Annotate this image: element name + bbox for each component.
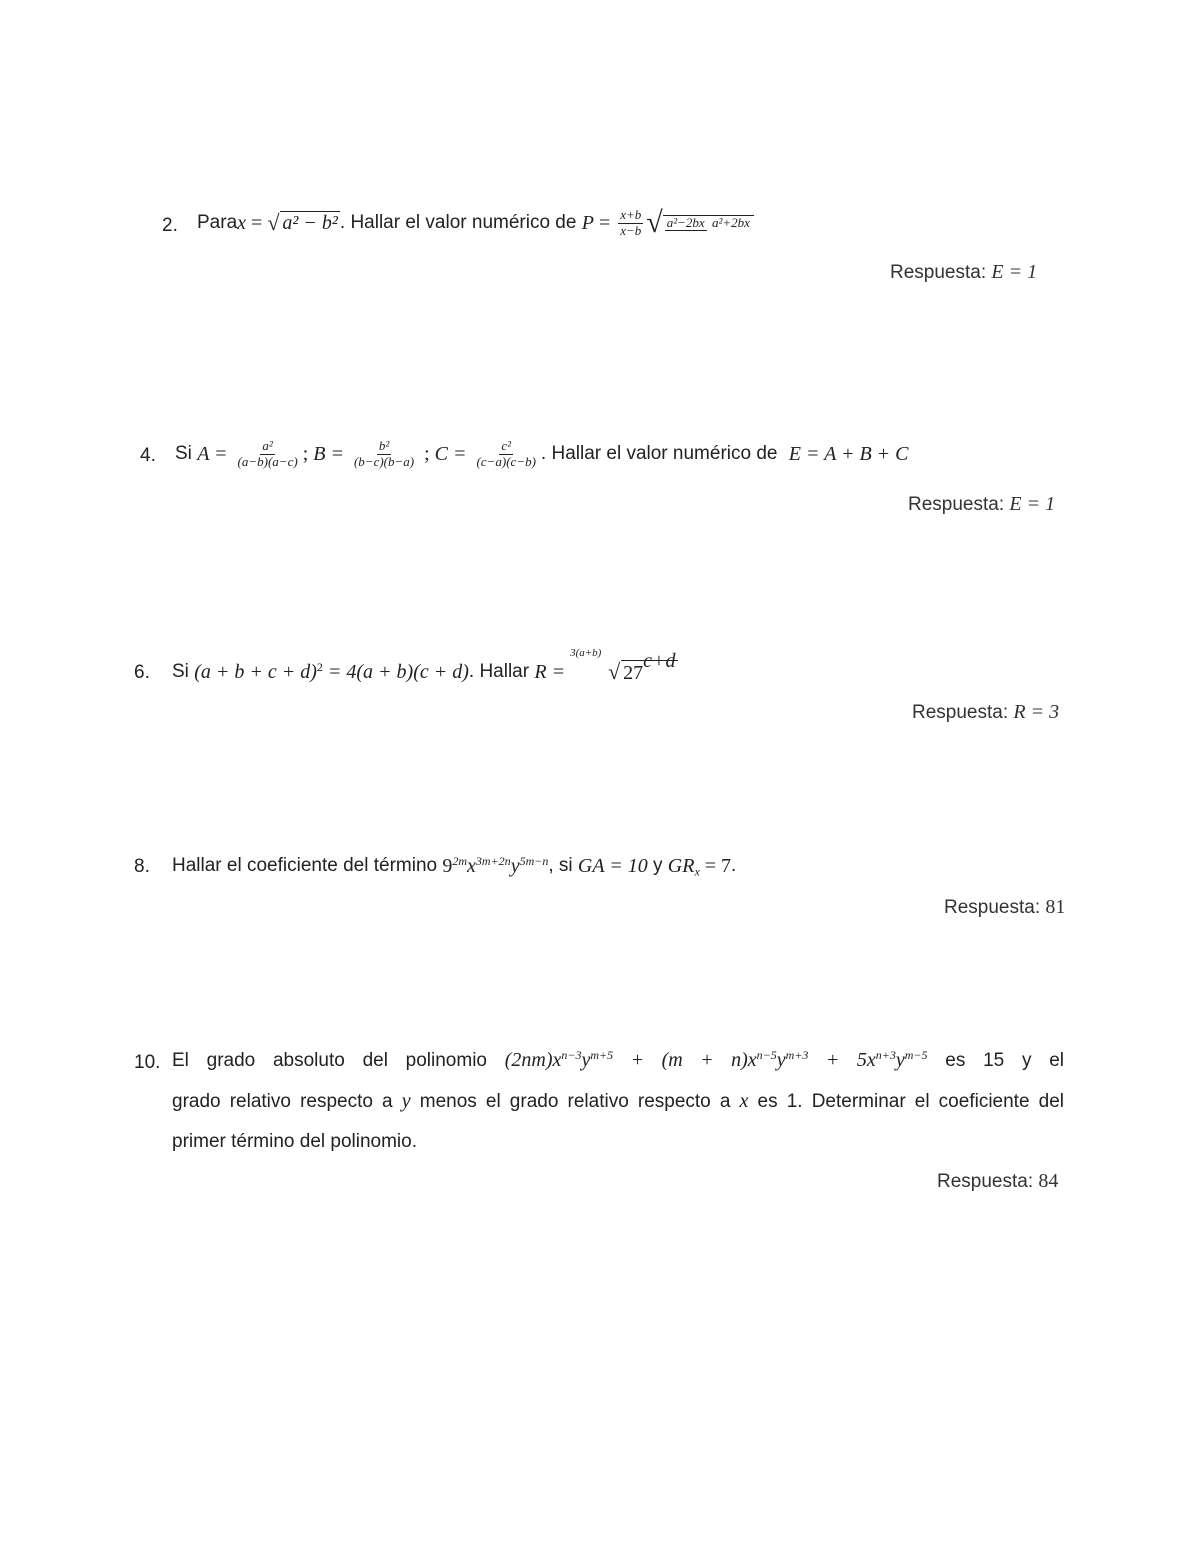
problem-10-number: 10. <box>134 1052 161 1073</box>
problem-2-answer <box>890 261 1037 284</box>
problem-4-var-B: B = <box>313 442 349 465</box>
problem-4-answer-value: E = 1 <box>1009 493 1056 515</box>
problem-10-answer-value: 84 <box>1038 1170 1059 1192</box>
problem-10-line-2-text-a: grado relativo respecto a <box>172 1091 402 1112</box>
problem-8-term <box>442 855 548 878</box>
problem-2-fraction-2-numerator: a²−2bx <box>666 215 705 231</box>
problem-6-answer-value: R = 3 <box>1013 701 1060 723</box>
problem-2-radical-sign-2: √ <box>646 206 663 239</box>
problem-4-number: 4. <box>140 445 156 466</box>
problem-10-answer <box>937 1170 1058 1193</box>
problem-10-poly-term-2: + (m + n)x <box>613 1049 757 1071</box>
problem-6-number: 6. <box>134 662 150 683</box>
problem-2-number: 2. <box>162 215 178 236</box>
problem-6-radicand <box>621 650 677 685</box>
problem-10-poly-term-3: + 5x <box>808 1049 876 1071</box>
problem-8-statement <box>172 842 736 890</box>
problem-8-exp-9: 2m <box>452 853 468 868</box>
problem-8-text-y: y <box>647 855 668 876</box>
problem-6-root-index: 3(a+b) <box>570 647 602 659</box>
problem-10-line-3: primer término del polinomio. <box>172 1131 417 1152</box>
problem-10-poly-exp-2: m+5 <box>590 1047 614 1062</box>
problem-10-line-2 <box>172 1081 1064 1122</box>
problem-6-root <box>570 647 677 685</box>
problem-10-poly-exp-6: m−5 <box>904 1047 928 1062</box>
problem-10-poly-exp-3: n−5 <box>756 1047 777 1062</box>
problem-8-answer-label: Respuesta: <box>944 897 1046 918</box>
problem-8-gr-label: GR <box>667 854 695 877</box>
problem-2-var-P: P <box>581 211 594 234</box>
problem-10-poly-term-1: (2nm)x <box>504 1049 562 1071</box>
problem-8-number: 8. <box>134 856 150 877</box>
problem-8-answer-value: 81 <box>1045 896 1066 918</box>
problem-4-separator-2: ; <box>419 442 435 465</box>
problem-4-fraction-B-denominator: (b−c)(b−a) <box>353 453 415 469</box>
problem-8-ga: GA = 10 <box>577 854 648 877</box>
problem-6-expression-left <box>194 661 469 684</box>
problem-4-separator-1: ; <box>302 442 314 465</box>
problem-10-poly-y-2: y <box>776 1049 786 1071</box>
problem-8-var-x: x <box>467 854 476 877</box>
problem-4-fraction-A-denominator: (a−b)(a−c) <box>237 453 298 469</box>
problem-4-expression-E: E = A + B + C <box>788 442 909 465</box>
problem-8-gr <box>668 855 731 878</box>
problem-4-fraction-B <box>352 439 416 470</box>
problem-8-exp-y: 5m−n <box>519 853 549 868</box>
problem-8-exp-x: 3m+2n <box>475 853 511 868</box>
problem-2-answer-value: E = 1 <box>991 261 1038 283</box>
problem-10-answer-label: Respuesta: <box>937 1171 1039 1192</box>
problem-2-statement <box>197 199 757 247</box>
problem-4-text-si: Si <box>175 443 198 464</box>
problem-10-poly-y-3: y <box>895 1049 905 1071</box>
problem-6-text-si: Si <box>172 661 195 682</box>
problem-4-fraction-C-numerator: c² <box>501 437 512 453</box>
problem-6-text-hallar: . Hallar <box>468 661 535 682</box>
problem-6-answer-label: Respuesta: <box>912 702 1014 723</box>
problem-2-text-hallar: . Hallar el valor numérico de <box>339 212 582 233</box>
problem-4-text-hallar: . Hallar el valor numérico de <box>540 443 783 464</box>
problem-8-text-hallar: Hallar el coeficiente del término <box>172 855 443 876</box>
problem-8-var-y: y <box>510 854 520 877</box>
problem-4-answer <box>908 493 1055 516</box>
problem-10-statement <box>172 1040 1064 1162</box>
problem-6-expr-2: = 4(a + b)(c + d) <box>322 660 469 683</box>
problem-4-statement <box>175 430 909 478</box>
problem-4-fraction-A <box>236 439 300 470</box>
problem-10-line-1-text-a: El grado absoluto del polinomio <box>172 1050 505 1071</box>
problem-2-equals-2: = <box>593 211 616 234</box>
problem-10-line-1-text-b: es 15 y el <box>927 1050 1064 1071</box>
problem-8-gr-value: = 7 <box>699 854 732 877</box>
problem-4-fraction-B-numerator: b² <box>378 437 390 453</box>
problem-4-var-A: A = <box>197 442 233 465</box>
problem-4-answer-label: Respuesta: <box>908 494 1010 515</box>
problem-2-equals: = <box>246 211 268 234</box>
problem-6-var-R: R = <box>534 660 571 683</box>
problem-2-text-para: Para <box>197 212 238 233</box>
problem-8-gr-subscript: x <box>694 864 700 879</box>
problem-2-radicand: a² − b² <box>282 212 338 234</box>
problem-4-fraction-C <box>475 439 538 470</box>
problem-10-poly-y-1: y <box>581 1049 591 1071</box>
problem-2-var-x: x <box>237 211 247 234</box>
problem-8-text-period: . <box>731 855 737 876</box>
problem-2-fraction-1-numerator: x+b <box>620 206 642 222</box>
problem-10-poly-exp-5: n+3 <box>875 1047 896 1062</box>
problem-10-poly-exp-4: m+3 <box>785 1047 809 1062</box>
problem-4-fraction-C-denominator: (c−a)(c−b) <box>476 453 536 469</box>
problem-10-line-2-text-b: menos el grado relativo respecto a <box>410 1091 740 1112</box>
problem-6-expr-1: (a + b + c + d) <box>194 660 317 683</box>
problem-6-radicand-exponent: c+d <box>643 650 676 672</box>
problem-10-line-2-text-c: es 1. Determinar el coeficiente del <box>748 1091 1064 1112</box>
problem-4-var-C: C = <box>434 442 472 465</box>
problem-2-answer-label: Respuesta: <box>890 262 992 283</box>
problem-6-exponent-1: 2 <box>316 659 323 674</box>
problem-2-fraction-1-denominator: x−b <box>620 222 642 238</box>
problem-8-answer <box>944 896 1065 919</box>
problem-10-poly-exp-1: n−3 <box>561 1047 582 1062</box>
problem-2-fraction-1 <box>618 208 643 239</box>
problem-6-statement <box>172 648 678 696</box>
problem-10-line-1 <box>172 1040 1064 1081</box>
problem-4-fraction-A-numerator: a² <box>262 437 273 453</box>
problem-6-answer <box>912 701 1059 724</box>
problem-2-radical-sign: √ <box>267 210 280 235</box>
problem-6-radical-sign: √ <box>608 659 621 684</box>
problem-8-text-si: , si <box>548 855 578 876</box>
problem-8-base-9: 9 <box>442 854 453 877</box>
problem-2-fraction-2-denominator: a²+2bx <box>711 215 750 231</box>
problem-10-polynomial <box>505 1049 928 1071</box>
problem-6-radicand-base: 27 <box>623 662 644 684</box>
problem-10-line-2-var-y: y <box>401 1090 411 1112</box>
problem-2-fraction-2 <box>663 215 754 231</box>
problem-10-line-2-var-x: x <box>739 1090 749 1112</box>
